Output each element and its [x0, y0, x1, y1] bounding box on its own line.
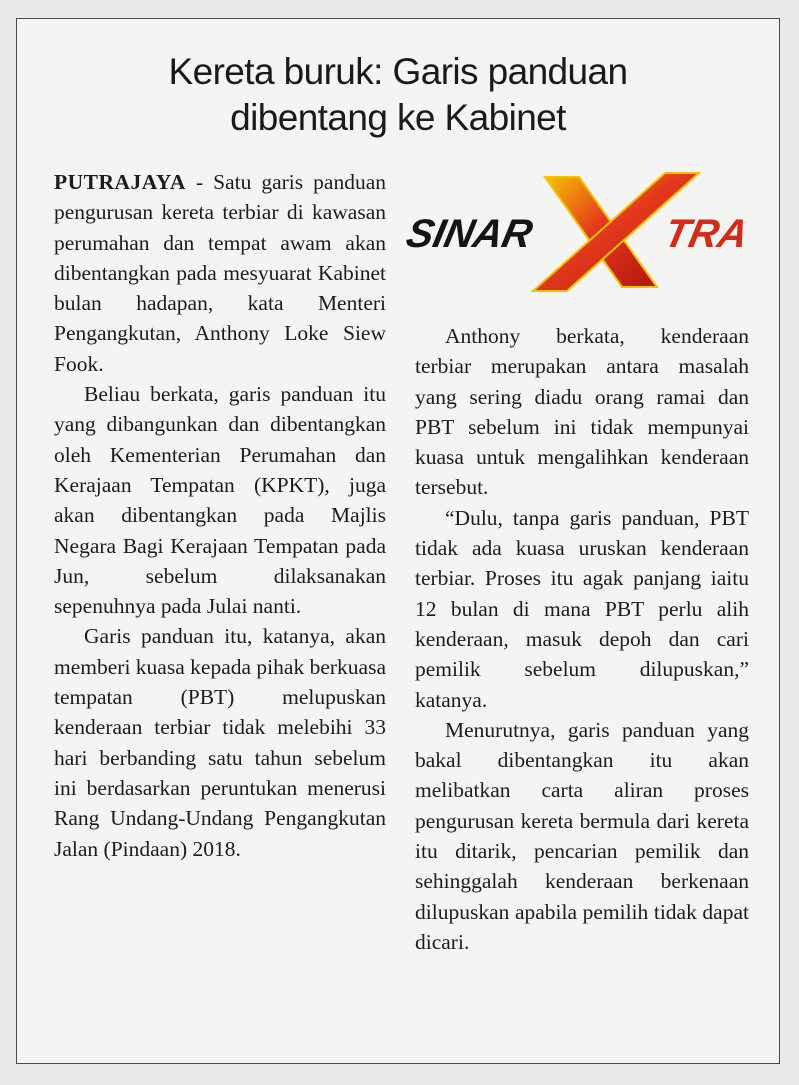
- article-column-left: [54, 167, 386, 864]
- article-paragraph-2: Beliau berkata, garis panduan itu yang dibangunkan dan dibentangkan oleh Kementerian Perumahan dan Kerajaan Tempatan (KPKT), juga akan dibentangkan pada Majlis Negara Bagi Kerajaan Tempatan pada Jun, sebelum dilaksanakan sepenuhnya pada Julai nanti.: [54, 382, 386, 619]
- headline-line-1: Kereta buruk: Garis panduan: [168, 51, 628, 92]
- sinar-xtra-logo: [402, 169, 757, 294]
- article-paragraph-4: Anthony berkata, kenderaan terbiar merupakan antara masalah yang sering diadu orang ramai dan PBT sebelum ini tidak mempunyai kuasa untuk mengalihkan kenderaan tersebut.: [415, 324, 749, 500]
- headline-line-2: dibentang ke Kabinet: [230, 97, 566, 138]
- article-paragraph-3: Garis panduan itu, katanya, akan memberi kuasa kepada pihak berkuasa tempatan (PBT) melupuskan kenderaan terbiar tidak melebihi 33 hari berbanding satu tahun sebelum ini berdasarkan peruntukan menerusi Rang Undang-Undang Pengangkutan Jalan (Pindaan) 2018.: [54, 624, 386, 861]
- news-clipping: [16, 18, 780, 1064]
- article-paragraph-6: Menurutnya, garis panduan yang bakal dibentangkan itu akan melibatkan carta aliran proses pengurusan kereta bermula dari kereta itu ditarik, pencarian pemilik dan sehinggalah kenderaan berkenaan dilupuskan apabila pemilih tidak dapat dicari.: [415, 717, 749, 954]
- headline: [17, 49, 779, 141]
- article-column-right: [415, 321, 749, 957]
- logo-text-right: TRA: [660, 210, 753, 256]
- article-paragraph-1: [54, 167, 386, 379]
- dateline: PUTRAJAYA: [54, 170, 186, 194]
- article-paragraph-5: “Dulu, tanpa garis panduan, PBT tidak ada kuasa uruskan kenderaan terbiar. Proses itu agak panjang iaitu 12 bulan di mana PBT perlu alih kenderaan, masuk depoh dan cari pemilik sebelum dilupuskan,” katanya.: [415, 505, 749, 712]
- logo-text-left: SINAR: [402, 210, 537, 256]
- sinar-xtra-logo-graphic: [402, 169, 757, 294]
- paragraph-1-text: - Satu garis panduan pengurusan kereta terbiar di kawasan perumahan dan tempat awam akan dibentangkan pada mesyuarat Kabinet bulan hadapan, kata Menteri Pengangkutan, Anthony Loke Siew Fook.: [54, 170, 386, 376]
